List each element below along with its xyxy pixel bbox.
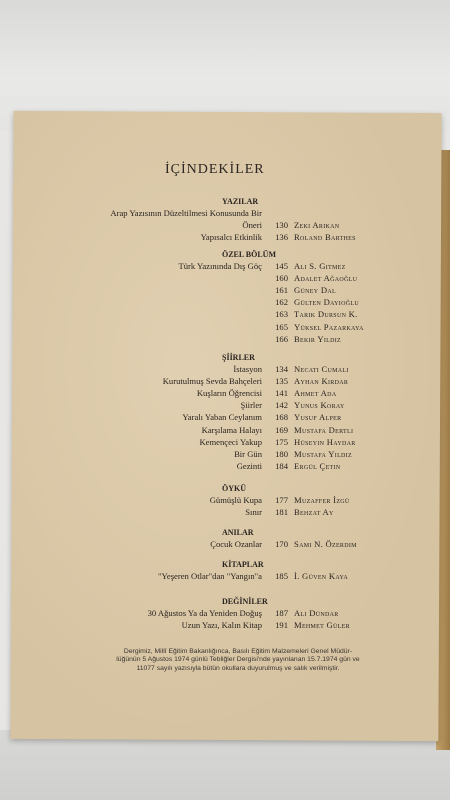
toc-entry	[80, 364, 410, 376]
entry-author: Adalet Ağaoğlu	[294, 273, 358, 284]
toc-entry	[80, 608, 410, 620]
entry-title: Yapısalcı Etkinlik	[200, 232, 262, 243]
entry-page-number: 168	[275, 412, 288, 423]
entry-page-number: 160	[275, 273, 288, 284]
entry-author: Mehmet Güler	[294, 620, 350, 631]
entry-author: Gülten Dayıoğlu	[294, 297, 359, 308]
footnote-line: lüğünün 5 Ağustos 1974 günlü Tebliğler Dergisi'nde yayınlanan 15.7.1974 gün ve	[116, 656, 360, 664]
entry-title: Sınır	[245, 507, 262, 518]
entry-title: Gezinti	[236, 460, 262, 471]
page-title: İÇİNDEKİLER	[165, 162, 265, 177]
entry-title: Şiirler	[240, 400, 262, 411]
entry-title: Yaralı Yaban Ceylanım	[182, 412, 262, 423]
entry-author: Tarık Dursun K.	[294, 309, 358, 320]
entry-author: Bekir Yıldız	[294, 333, 342, 344]
toc-entry	[80, 261, 410, 273]
entry-author: Roland Barthes	[294, 232, 356, 243]
entry-author: Ergül Çetin	[294, 460, 341, 471]
entry-page-number: 177	[275, 495, 288, 505]
entry-page-number: 165	[275, 321, 288, 332]
entry-page-number: 180	[275, 448, 288, 459]
section-heading: ÖZEL BÖLÜM	[222, 250, 277, 259]
entry-author: Ali Dündar	[294, 608, 339, 618]
entry-page-number: 187	[275, 608, 288, 618]
entry-page-number: 166	[275, 333, 288, 344]
entry-page-number: 161	[275, 285, 288, 296]
section-heading: YAZILAR	[222, 197, 259, 206]
entry-page-number: 185	[275, 571, 288, 581]
entry-page-number: 191	[275, 620, 288, 631]
toc-entry	[80, 322, 410, 334]
entry-author: İ. Güven Kaya	[294, 571, 349, 581]
toc-entry	[80, 437, 410, 449]
entry-title: Uzun Yazı, Kalın Kitap	[181, 620, 262, 631]
section-heading: KİTAPLAR	[222, 560, 264, 569]
toc-entry	[80, 309, 410, 321]
toc-entry	[80, 376, 410, 388]
toc-entry	[80, 285, 410, 297]
entry-author: Hüseyin Haydar	[294, 436, 356, 447]
entry-title: Kurutulmuş Sevda Bahçeleri	[162, 376, 262, 387]
entry-title: Karşılama Halayı	[201, 424, 262, 435]
entry-title: 30 Ağustos Ya da Yeniden Doğuş	[147, 608, 262, 618]
entry-author: Ahmet Ada	[294, 388, 337, 399]
entry-page-number: 184	[275, 460, 288, 471]
entry-author: Zeki Arıkan	[294, 220, 340, 231]
toc-entry	[80, 388, 410, 400]
entry-author: Güney Dal	[294, 285, 336, 296]
entry-author: Behzat Ay	[294, 507, 334, 518]
toc-entry	[80, 539, 410, 551]
entry-author: Mustafa Yıldız	[294, 448, 352, 459]
toc-entry	[80, 449, 410, 461]
entry-author: Ayhan Kırdar	[294, 376, 349, 387]
entry-page-number: 142	[275, 400, 288, 411]
footnote	[88, 648, 388, 673]
entry-author: Muzaffer İzgü	[294, 495, 350, 505]
toc-entry	[80, 297, 410, 309]
section-heading: DEĞİNİLER	[222, 597, 268, 606]
section-heading: ŞİİRLER	[222, 353, 255, 362]
entry-author: Yunus Koray	[294, 400, 345, 411]
entry-page-number: 170	[275, 539, 288, 549]
entry-author: Necati Cumalı	[294, 364, 349, 374]
entry-page-number: 135	[275, 376, 288, 387]
footnote-line: Dergimiz, Millî Eğitim Bakanlığınca, Basılı Eğitim Malzemeleri Genel Müdür-	[123, 648, 353, 655]
entry-title: Kuşların Öğrencisi	[196, 388, 262, 399]
toc-entry	[80, 334, 410, 346]
entry-page-number: 181	[275, 507, 288, 518]
entry-title: İstasyon	[233, 364, 262, 374]
toc-entry	[80, 461, 410, 473]
toc-entry	[80, 220, 410, 232]
entry-page-number: 130	[275, 220, 288, 231]
entry-author: Sami N. Özerdim	[294, 539, 357, 549]
entry-page-number: 145	[275, 261, 288, 271]
entry-page-number: 163	[275, 309, 288, 320]
entry-page-number: 175	[275, 436, 288, 447]
toc-entry	[80, 620, 410, 632]
entry-title: Bir Gün	[234, 448, 262, 459]
entry-page-number: 136	[275, 232, 288, 243]
toc-entry	[80, 208, 410, 220]
entry-title: Kemençeci Yakup	[199, 436, 262, 447]
footnote-line: 11077 sayılı yazısıyla bütün okullara duyurulmuş ve salık verilmiştir.	[136, 664, 340, 672]
toc-entry	[80, 571, 410, 583]
toc-entry	[80, 400, 410, 412]
entry-author: Yusuf Alper	[294, 412, 342, 423]
toc-entry	[80, 495, 410, 507]
entry-title: Çocuk Ozanlar	[210, 539, 262, 549]
entry-title: Türk Yazınında Dış Göç	[178, 261, 262, 271]
entry-title: "Yeşeren Otlar"dan "Yangın"a	[158, 571, 262, 581]
toc-entry	[80, 507, 410, 519]
toc-entry	[80, 232, 410, 244]
entry-page-number: 169	[275, 424, 288, 435]
toc-entry	[80, 412, 410, 424]
entry-author: Mustafa Dertli	[294, 424, 354, 435]
entry-title: Gümüşlü Kupa	[209, 495, 262, 505]
entry-author: Yüksel Pazarkaya	[294, 321, 364, 332]
entry-page-number: 162	[275, 297, 288, 308]
entry-author: Ali S. Gitmez	[294, 261, 346, 271]
section-heading: ANILAR	[222, 528, 254, 537]
entry-title: Arap Yazısının Düzeltilmesi Konusunda Bir	[110, 208, 262, 218]
entry-page-number: 134	[275, 364, 288, 374]
section-heading: ÖYKÜ	[222, 484, 246, 493]
entry-title: Öneri	[242, 220, 262, 231]
toc-entry	[80, 273, 410, 285]
entry-page-number: 141	[275, 388, 288, 399]
toc-entry	[80, 425, 410, 437]
